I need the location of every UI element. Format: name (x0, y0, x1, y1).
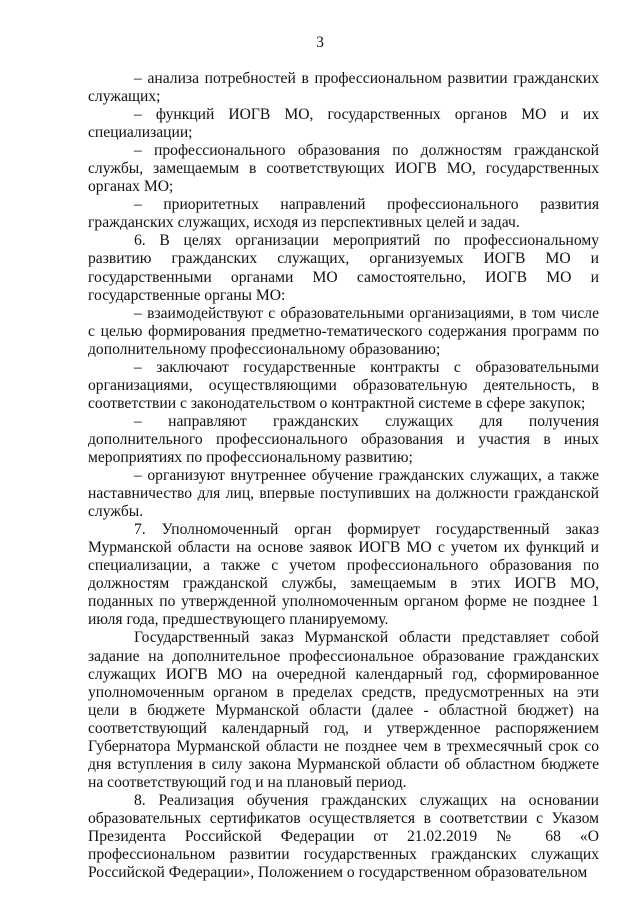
document-body (88, 70, 599, 882)
paragraph-interact: – взаимодействуют с образовательными организациями, в том числе с целью формирования предметно-тематического содержания программ по дополнительному профессиональному образованию; (88, 304, 599, 358)
page-number: 3 (316, 34, 324, 51)
paragraph-item-7: 7. Уполномоченный орган формирует государственный заказ Мурманской области на основе заявок ИОГВ МО с учетом их функций и специализации, а также с учетом профессионального образования по должностям гражданской службы, замещаемым в этих ИОГВ МО, поданных по утвержденной уполномоченным органом форме не позднее 1 июля года, предшествующего планируемому. (88, 521, 599, 629)
paragraph-state-order: Государственный заказ Мурманской области представляет собой задание на дополнительное профессиональное образование гражданских служащих ИОГВ МО на очередной календарный год, сформированное уполномоченным органом в пределах средств, предусмотренных на эти цели в бюджете Мурманской области (далее - областной бюджет) на соответствующий календарный год, и утвержденное распоряжением Губернатора Мурманской области не позднее чем в трехмесячный срок со дня вступления в силу закона Мурманской области об областном бюджете на соответствующий год и на плановый период. (88, 629, 599, 791)
paragraph-item-8: 8. Реализация обучения гражданских служащих на основании образовательных сертификатов осуществляется в соответствии с Указом Президента Российской Федерации от 21.02.2019 № 68 «О профессиональном развитии государственных гражданских служащих Российской Федерации», Положением о государственном образовательном (88, 791, 599, 882)
paragraph-needs-analysis: – анализа потребностей в профессиональном развитии гражданских служащих; (88, 70, 599, 106)
paragraph-send-servants: – направляют гражданских служащих для получения дополнительного профессионального образования и участия в иных мероприятиях по профессиональному развитию; (88, 412, 599, 466)
paragraph-item-6: 6. В целях организации мероприятий по профессиональному развитию гражданских служащих, организуемых ИОГВ МО и государственными органами МО самостоятельно, ИОГВ МО и государственные органы МО: (88, 232, 599, 304)
paragraph-professional-education: – профессионального образования по должностям гражданской службы, замещаемым в соответствующих ИОГВ МО, государственных органах МО; (88, 142, 599, 196)
paragraph-internal-training: – организуют внутреннее обучение гражданских служащих, а также наставничество для лиц, впервые поступивших на должности гражданской службы. (88, 467, 599, 521)
paragraph-contracts: – заключают государственные контракты с образовательными организациями, осуществляющими образовательную деятельность, в соответствии с законодательством о контрактной системе в сфере закупок; (88, 358, 599, 412)
paragraph-functions: – функций ИОГВ МО, государственных органов МО и их специализации; (88, 106, 599, 142)
paragraph-priority-directions: – приоритетных направлений профессионального развития гражданских служащих, исходя из перспективных целей и задач. (88, 196, 599, 232)
